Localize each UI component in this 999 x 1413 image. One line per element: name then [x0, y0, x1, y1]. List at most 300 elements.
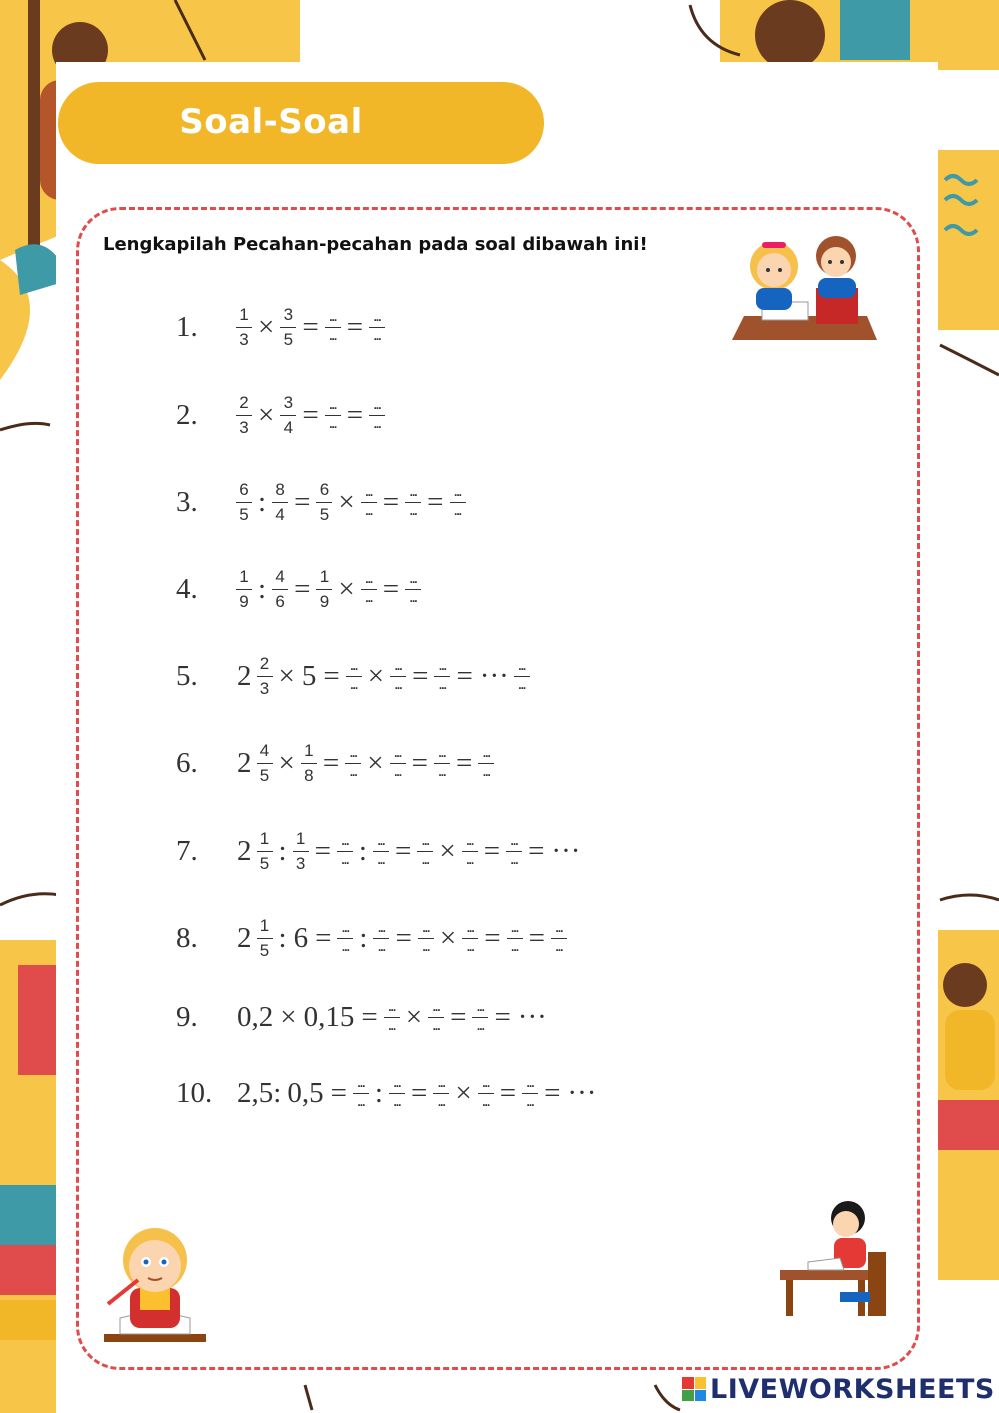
blank-numerator: ...	[388, 999, 396, 1014]
fraction	[257, 916, 273, 960]
operator: =	[494, 1000, 511, 1033]
operator: =	[294, 572, 311, 605]
fraction-bar	[236, 415, 252, 416]
blank-numerator: ...	[377, 920, 385, 935]
operator: ×	[278, 659, 295, 692]
problem-row	[176, 903, 569, 973]
fraction-bar	[369, 415, 385, 416]
operator: ×	[367, 746, 384, 779]
number-text: 0,2	[237, 1000, 274, 1033]
numerator: 1	[239, 566, 249, 586]
fraction-bar	[346, 676, 362, 677]
fraction-bar	[405, 589, 421, 590]
blank-fraction[interactable]	[507, 922, 523, 955]
fraction	[293, 829, 309, 873]
ellipsis[interactable]: ···	[479, 659, 509, 692]
blank-denominator: ...	[365, 503, 373, 518]
blank-fraction[interactable]	[337, 922, 353, 955]
fraction-bar	[390, 763, 406, 764]
operator: ×	[439, 921, 457, 954]
blank-denominator: ...	[329, 328, 337, 343]
denominator: 3	[259, 678, 270, 698]
fraction-bar	[361, 502, 377, 503]
problem-row	[176, 728, 496, 798]
fraction	[257, 829, 273, 873]
fraction	[316, 567, 332, 611]
blank-fraction[interactable]	[369, 399, 385, 432]
blank-fraction[interactable]	[506, 835, 522, 868]
blank-fraction[interactable]	[325, 399, 341, 432]
fraction-bar	[522, 1093, 538, 1094]
blank-denominator: ...	[409, 590, 417, 605]
problem-expression	[234, 1077, 599, 1110]
blank-denominator: ...	[341, 939, 349, 954]
fraction-bar	[462, 851, 478, 852]
blank-fraction[interactable]	[551, 922, 567, 955]
thinking-boy-illustration	[100, 1218, 210, 1346]
fraction-bar	[361, 589, 377, 590]
blank-numerator: ...	[341, 833, 349, 848]
writing-boy-illustration	[778, 1192, 890, 1318]
fraction	[280, 393, 296, 437]
operator: =	[302, 398, 319, 431]
blank-numerator: ...	[393, 1075, 401, 1090]
denominator: 5	[239, 504, 249, 524]
problem-row	[176, 380, 387, 450]
operator: =	[346, 310, 364, 343]
blank-fraction[interactable]	[462, 922, 478, 955]
blank-denominator: ...	[388, 1018, 396, 1033]
blank-fraction[interactable]	[434, 747, 450, 780]
numerator: 1	[259, 828, 270, 848]
blank-fraction[interactable]	[417, 835, 433, 868]
blank-numerator: ...	[409, 571, 417, 586]
operator: =	[294, 485, 311, 518]
blank-numerator: ...	[373, 397, 381, 412]
blank-denominator: ...	[422, 939, 430, 954]
blank-denominator: ...	[394, 764, 402, 779]
fraction-bar	[369, 327, 385, 328]
fraction-bar	[316, 589, 332, 590]
fraction-bar	[272, 589, 288, 590]
blank-fraction[interactable]	[434, 660, 450, 693]
operator: :	[374, 1076, 383, 1109]
operator: =	[499, 1076, 517, 1109]
numerator: 3	[283, 392, 294, 412]
liveworksheets-icon	[682, 1377, 706, 1401]
problem-row	[176, 554, 423, 624]
fraction-bar	[433, 1093, 449, 1094]
blank-numerator: ...	[421, 833, 429, 848]
fraction-bar	[325, 415, 341, 416]
blank-fraction[interactable]	[346, 660, 362, 693]
operator: ×	[278, 746, 295, 779]
blank-fraction[interactable]	[390, 747, 406, 780]
number-text: 2	[237, 834, 252, 867]
fraction-bar	[353, 1093, 369, 1094]
number-text: 2	[237, 921, 252, 954]
operator: =	[483, 834, 501, 867]
blank-numerator: ...	[466, 920, 474, 935]
operator: =	[544, 1076, 561, 1109]
fraction-bar	[506, 851, 522, 852]
blank-denominator: ...	[341, 852, 349, 867]
problem-row	[176, 467, 468, 537]
blank-numerator: ...	[476, 999, 484, 1014]
blank-fraction[interactable]	[450, 486, 466, 519]
blank-denominator: ...	[350, 677, 358, 692]
blank-fraction[interactable]	[472, 1001, 488, 1034]
ellipsis[interactable]: ···	[567, 1076, 597, 1109]
blank-numerator: ...	[466, 833, 474, 848]
blank-denominator: ...	[421, 852, 429, 867]
problem-expression	[234, 480, 468, 524]
fraction	[236, 480, 252, 524]
fraction-bar	[236, 502, 252, 503]
blank-numerator: ...	[453, 484, 461, 499]
denominator: 8	[304, 765, 314, 785]
fraction-bar	[345, 763, 361, 764]
operator: :	[278, 921, 287, 954]
problem-expression	[234, 916, 569, 960]
denominator: 5	[283, 329, 294, 349]
problem-expression	[234, 1001, 550, 1034]
fraction	[257, 654, 273, 698]
fraction-bar	[257, 676, 273, 677]
fraction-bar	[257, 851, 273, 852]
fraction-bar	[337, 938, 353, 939]
blank-fraction[interactable]	[361, 486, 377, 519]
numerator: 1	[304, 740, 314, 760]
blank-fraction[interactable]	[478, 747, 494, 780]
fraction	[236, 393, 252, 437]
fraction-bar	[257, 938, 273, 939]
blank-numerator: ...	[482, 745, 490, 760]
operator: =	[455, 746, 473, 779]
blank-fraction[interactable]	[405, 486, 421, 519]
blank-numerator: ...	[438, 745, 446, 760]
fraction-bar	[280, 327, 296, 328]
operator: =	[412, 659, 429, 692]
problem-row	[176, 816, 583, 886]
numerator: 8	[275, 479, 285, 499]
blank-numerator: ...	[518, 658, 526, 673]
fraction-bar	[514, 676, 530, 677]
blank-numerator: ...	[510, 833, 518, 848]
problem-number: 4.	[176, 572, 198, 605]
blank-fraction[interactable]	[353, 1077, 369, 1110]
fraction-bar	[272, 502, 288, 503]
numerator: 2	[239, 392, 249, 412]
numerator: 1	[239, 304, 249, 324]
blank-denominator: ...	[393, 1094, 401, 1109]
operator: =	[394, 834, 412, 867]
blank-numerator: ...	[350, 658, 358, 673]
fraction	[257, 741, 273, 785]
blank-denominator: ...	[394, 677, 402, 692]
fraction-bar	[428, 1017, 444, 1018]
number-text: 0,5	[287, 1076, 324, 1109]
blank-denominator: ...	[438, 677, 446, 692]
blank-fraction[interactable]	[428, 1001, 444, 1034]
fraction-bar	[373, 851, 389, 852]
blank-denominator: ...	[329, 416, 337, 431]
blank-fraction[interactable]	[373, 922, 389, 955]
blank-numerator: ...	[329, 309, 337, 324]
denominator: 3	[295, 853, 306, 873]
problem-number: 6.	[176, 746, 198, 779]
operator: :	[278, 834, 287, 867]
blank-numerator: ...	[365, 484, 373, 499]
blank-numerator: ...	[329, 397, 337, 412]
fraction-bar	[507, 938, 523, 939]
operator: =	[322, 746, 340, 779]
blank-numerator: ...	[349, 745, 357, 760]
blank-denominator: ...	[377, 939, 385, 954]
blank-denominator: ...	[510, 852, 518, 867]
operator: ×	[280, 1000, 297, 1033]
blank-fraction[interactable]	[369, 311, 385, 344]
blank-fraction[interactable]	[337, 835, 353, 868]
operator: =	[411, 746, 428, 779]
problem-row	[176, 982, 550, 1052]
blank-numerator: ...	[526, 1075, 534, 1090]
numerator: 3	[283, 304, 294, 324]
kids-reading-illustration	[732, 228, 877, 346]
problem-expression	[234, 741, 496, 785]
problem-number: 1.	[176, 310, 198, 343]
blank-fraction[interactable]	[390, 660, 406, 693]
denominator: 9	[319, 591, 330, 611]
blank-denominator: ...	[511, 939, 519, 954]
fraction-bar	[434, 763, 450, 764]
blank-denominator: ...	[432, 1018, 440, 1033]
blank-denominator: ...	[357, 1094, 365, 1109]
denominator: 6	[275, 591, 285, 611]
blank-fraction[interactable]	[418, 922, 434, 955]
blank-numerator: ...	[555, 920, 563, 935]
blank-fraction[interactable]	[384, 1001, 400, 1034]
blank-numerator: ...	[422, 920, 430, 935]
denominator: 9	[239, 591, 249, 611]
operator: =	[302, 310, 319, 343]
blank-numerator: ...	[373, 309, 381, 324]
operator: =	[410, 1076, 428, 1109]
operator: =	[456, 659, 473, 692]
fraction	[280, 305, 296, 349]
operator: ×	[258, 398, 275, 431]
blank-fraction[interactable]	[522, 1077, 538, 1110]
fraction-bar	[257, 763, 273, 764]
blank-numerator: ...	[377, 833, 385, 848]
blank-numerator: ...	[409, 484, 417, 499]
blank-numerator: ...	[511, 920, 519, 935]
operator: :	[358, 834, 367, 867]
fraction-bar	[325, 327, 341, 328]
instruction-text: Lengkapilah Pecahan-pecahan pada soal dibawah ini!	[103, 234, 648, 255]
numerator: 1	[259, 915, 270, 935]
operator: =	[484, 921, 501, 954]
blank-denominator: ...	[518, 677, 526, 692]
blank-fraction[interactable]	[389, 1077, 405, 1110]
fraction	[236, 305, 252, 349]
denominator: 3	[239, 417, 249, 437]
fraction-bar	[478, 763, 494, 764]
blank-fraction[interactable]	[462, 835, 478, 868]
number-text: 0,15	[303, 1000, 355, 1033]
operator: ×	[439, 834, 456, 867]
blank-fraction[interactable]	[345, 747, 361, 780]
blank-denominator: ...	[526, 1094, 534, 1109]
blank-denominator: ...	[476, 1018, 484, 1033]
operator: ×	[338, 485, 355, 518]
operator: =	[314, 834, 331, 867]
blank-denominator: ...	[466, 852, 474, 867]
blank-fraction[interactable]	[325, 311, 341, 344]
numerator: 6	[239, 479, 249, 499]
denominator: 5	[259, 940, 270, 960]
fraction-bar	[390, 676, 406, 677]
blank-fraction[interactable]	[478, 1077, 494, 1110]
number-text: 2,5:	[237, 1076, 282, 1109]
fraction	[272, 480, 288, 524]
fraction-bar	[316, 502, 332, 503]
operator: ×	[455, 1076, 472, 1109]
fraction-bar	[434, 676, 450, 677]
operator: :	[258, 485, 267, 518]
denominator: 3	[239, 329, 249, 349]
fraction-bar	[236, 589, 252, 590]
ellipsis[interactable]: ···	[551, 834, 581, 867]
blank-denominator: ...	[365, 590, 373, 605]
blank-fraction[interactable]	[373, 835, 389, 868]
problem-expression	[234, 829, 583, 873]
fraction-bar	[405, 502, 421, 503]
denominator: 5	[319, 504, 330, 524]
fraction-bar	[478, 1093, 494, 1094]
operator: =	[330, 1076, 347, 1109]
blank-denominator: ...	[482, 1094, 490, 1109]
operator: :	[258, 572, 267, 605]
blank-denominator: ...	[409, 503, 417, 518]
numerator: 1	[319, 566, 330, 586]
problem-expression	[234, 305, 387, 349]
operator: ×	[338, 572, 355, 605]
fraction-bar	[389, 1093, 405, 1094]
fraction-bar	[417, 851, 433, 852]
blank-denominator: ...	[482, 764, 490, 779]
blank-fraction[interactable]	[361, 573, 377, 606]
fraction-bar	[472, 1017, 488, 1018]
number-text: 2	[237, 659, 252, 692]
operator: ×	[367, 659, 385, 692]
operator: ×	[258, 310, 275, 343]
fraction-bar	[450, 502, 466, 503]
blank-denominator: ...	[555, 939, 563, 954]
problem-expression	[234, 393, 387, 437]
numerator: 4	[275, 566, 285, 586]
operator: :	[359, 921, 368, 954]
operator: =	[323, 659, 340, 692]
operator: =	[427, 485, 444, 518]
fraction	[272, 567, 288, 611]
problem-expression	[234, 567, 423, 611]
blank-fraction[interactable]	[514, 660, 530, 693]
denominator: 4	[275, 504, 285, 524]
operator: =	[395, 921, 412, 954]
blank-denominator: ...	[373, 416, 381, 431]
problem-number: 8.	[176, 921, 198, 954]
operator: =	[361, 1000, 378, 1033]
operator: =	[528, 834, 545, 867]
number-text: 2	[237, 746, 252, 779]
blank-numerator: ...	[437, 1075, 445, 1090]
fraction-bar	[280, 415, 296, 416]
blank-numerator: ...	[432, 999, 440, 1014]
operator: =	[450, 1000, 467, 1033]
blank-denominator: ...	[349, 764, 357, 779]
fraction	[301, 741, 317, 785]
blank-numerator: ...	[341, 920, 349, 935]
blank-denominator: ...	[466, 939, 474, 954]
ellipsis[interactable]: ···	[517, 1000, 547, 1033]
operator: ×	[405, 1000, 423, 1033]
blank-denominator: ...	[453, 503, 461, 518]
denominator: 5	[259, 765, 270, 785]
denominator: 5	[259, 853, 270, 873]
problem-number: 9.	[176, 1000, 198, 1033]
blank-numerator: ...	[438, 658, 446, 673]
fraction	[316, 480, 332, 524]
blank-denominator: ...	[437, 1094, 445, 1109]
numerator: 6	[319, 479, 330, 499]
blank-fraction[interactable]	[433, 1077, 449, 1110]
blank-numerator: ...	[394, 745, 402, 760]
numerator: 1	[295, 828, 306, 848]
blank-denominator: ...	[438, 764, 446, 779]
problem-expression	[234, 654, 532, 698]
problem-row	[176, 292, 387, 362]
fraction-bar	[301, 763, 317, 764]
problem-number: 2.	[176, 398, 198, 431]
blank-numerator: ...	[365, 571, 373, 586]
problem-number: 10.	[176, 1076, 213, 1109]
operator: =	[382, 572, 400, 605]
fraction-bar	[373, 938, 389, 939]
fraction-bar	[384, 1017, 400, 1018]
problem-number: 5.	[176, 659, 198, 692]
fraction-bar	[551, 938, 567, 939]
number-text: 6	[293, 921, 309, 954]
fraction-bar	[236, 327, 252, 328]
blank-numerator: ...	[357, 1075, 365, 1090]
fraction	[236, 567, 252, 611]
problem-number: 7.	[176, 834, 198, 867]
blank-fraction[interactable]	[405, 573, 421, 606]
denominator: 4	[283, 417, 294, 437]
problem-row	[176, 641, 532, 711]
fraction-bar	[462, 938, 478, 939]
operator: =	[346, 398, 364, 431]
fraction-bar	[418, 938, 434, 939]
brand-name: LIVEWORKSHEETS	[710, 1373, 995, 1405]
numerator: 2	[259, 653, 270, 673]
liveworksheets-logo	[682, 1372, 995, 1406]
operator: =	[528, 921, 545, 954]
page-title: Soal-Soal	[179, 102, 363, 142]
problem-row	[176, 1058, 599, 1128]
blank-denominator: ...	[377, 852, 385, 867]
